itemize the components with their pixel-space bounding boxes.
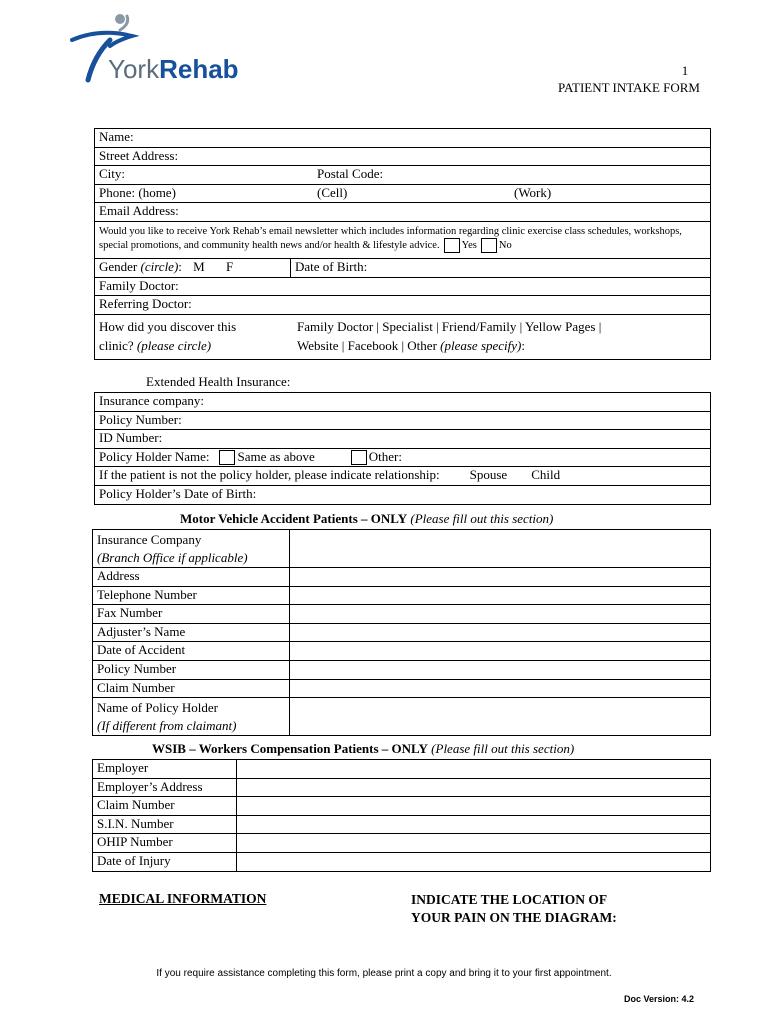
discover-options-line1: Family Doctor | Specialist | Friend/Family | Yellow Pages |: [297, 318, 602, 334]
postal-code-label: Postal Code:: [317, 166, 384, 182]
logo-head-icon: [115, 14, 125, 24]
mva-title-note: (Please fill out this section): [410, 511, 554, 526]
table-row: [95, 467, 711, 486]
other-label: Other:: [368, 448, 402, 464]
mva-row-label: Claim Number: [93, 679, 290, 698]
discover-specify: (please specify): [440, 337, 522, 353]
mva-row-label: Address: [93, 568, 290, 587]
table-row: [95, 147, 711, 166]
discover-row: [95, 314, 711, 359]
gender-cell[interactable]: [95, 258, 291, 277]
mva-insurance-company-value[interactable]: [290, 530, 711, 568]
logo-rehab: Rehab: [159, 54, 239, 84]
table-row: [95, 314, 711, 359]
table-row: [95, 184, 711, 203]
table-row: [93, 815, 711, 834]
table-row: [95, 430, 711, 449]
child-option[interactable]: Child: [531, 467, 561, 483]
mva-row-label: Adjuster’s Name: [93, 623, 290, 642]
email-field[interactable]: Email Address:: [95, 203, 711, 222]
wsib-table: [92, 759, 711, 872]
policy-holder-dob-field[interactable]: Policy Holder’s Date of Birth:: [95, 485, 711, 504]
doc-version: Doc Version: 4.2: [623, 994, 694, 1004]
discover-question: [99, 317, 297, 355]
same-as-above-checkbox[interactable]: [219, 450, 235, 465]
name-field[interactable]: Name:: [95, 129, 711, 148]
mva-branch-office-text: (Branch Office if applicable): [97, 550, 248, 565]
mva-row-value[interactable]: [290, 660, 711, 679]
mva-row-value[interactable]: [290, 679, 711, 698]
mva-insurance-company-text: Insurance Company: [97, 532, 202, 547]
table-row: [95, 166, 711, 185]
newsletter-yes-label: Yes: [461, 239, 477, 251]
phone-row[interactable]: [95, 184, 711, 203]
spouse-option[interactable]: Spouse: [469, 467, 508, 483]
wsib-section-title: [152, 741, 574, 757]
city-postal-row[interactable]: [95, 166, 711, 185]
mva-row-value[interactable]: [290, 642, 711, 661]
mva-row-value[interactable]: [290, 568, 711, 587]
table-row: [93, 605, 711, 624]
insurance-table: [94, 392, 711, 505]
newsletter-row: [95, 221, 711, 258]
mva-if-different-text: (If different from claimant): [97, 718, 237, 734]
wsib-row-value[interactable]: [237, 834, 711, 853]
phone-work-label: (Work): [514, 184, 552, 200]
same-as-above-label: Same as above: [237, 448, 315, 464]
medical-information-heading: MEDICAL INFORMATION: [99, 891, 267, 906]
table-row: [93, 568, 711, 587]
table-row: [95, 393, 711, 412]
wsib-row-label: OHIP Number: [93, 834, 237, 853]
newsletter-yes-checkbox[interactable]: [444, 238, 460, 253]
mva-row-label: Date of Accident: [93, 642, 290, 661]
table-row: [93, 834, 711, 853]
mva-row-value[interactable]: [290, 586, 711, 605]
logo-wordmark: [108, 54, 239, 85]
id-number-field[interactable]: ID Number:: [95, 430, 711, 449]
table-row: [93, 778, 711, 797]
newsletter-no-label: No: [498, 239, 512, 251]
table-row: [93, 679, 711, 698]
discover-options-line2: Website | Facebook | Other: [297, 337, 437, 353]
wsib-row-label: Claim Number: [93, 797, 237, 816]
table-row: [93, 760, 711, 779]
wsib-row-value[interactable]: [237, 797, 711, 816]
wsib-row-label: Employer: [93, 760, 237, 779]
pain-location-line1: INDICATE THE LOCATION OF: [411, 892, 608, 907]
dob-field[interactable]: Date of Birth:: [291, 258, 711, 277]
mva-title-bold: Motor Vehicle Accident Patients – ONLY: [180, 511, 408, 526]
relationship-row: [95, 467, 711, 486]
table-row: [95, 296, 711, 315]
pain-location-heading: [411, 891, 617, 927]
table-row: [95, 221, 711, 258]
mva-row-value[interactable]: [290, 605, 711, 624]
wsib-row-value[interactable]: [237, 778, 711, 797]
page-number: 1: [681, 63, 689, 78]
city-label: City:: [99, 166, 126, 182]
table-row: [95, 203, 711, 222]
street-address-field[interactable]: Street Address:: [95, 147, 711, 166]
wsib-row-value[interactable]: [237, 760, 711, 779]
logo-york: York: [108, 54, 160, 84]
mva-table: [92, 529, 711, 736]
footer-note: If you require assistance completing this form, please print a copy and bring it to your first appointment.: [156, 968, 612, 979]
wsib-title-note: (Please fill out this section): [431, 741, 575, 756]
mva-row-label: Telephone Number: [93, 586, 290, 605]
mva-policy-holder-text: Name of Policy Holder: [97, 700, 218, 716]
table-row: [95, 448, 711, 467]
discover-question-line1: How did you discover this: [99, 318, 237, 334]
table-row: [95, 258, 711, 277]
gender-label: Gender: [99, 258, 138, 274]
policy-holder-name-row: [95, 448, 711, 467]
discover-options[interactable]: [297, 317, 601, 355]
mva-row-label: Policy Number: [93, 660, 290, 679]
wsib-row-label: Date of Injury: [93, 852, 237, 871]
other-checkbox[interactable]: [351, 450, 367, 465]
table-row: [93, 852, 711, 871]
mva-policy-holder-value[interactable]: [290, 698, 711, 736]
wsib-row-label: Employer’s Address: [93, 778, 237, 797]
extended-health-label: Extended Health Insurance:: [146, 374, 291, 389]
newsletter-no-checkbox[interactable]: [481, 238, 497, 253]
phone-cell-label: (Cell): [317, 184, 348, 200]
pain-location-line2: YOUR PAIN ON THE DIAGRAM:: [411, 910, 617, 925]
mva-row-value[interactable]: [290, 623, 711, 642]
table-row: [93, 642, 711, 661]
table-row: [95, 129, 711, 148]
table-row: [95, 485, 711, 504]
wsib-row-label: S.I.N. Number: [93, 815, 237, 834]
phone-home-label: Phone: (home): [99, 184, 176, 200]
mva-row-label: Fax Number: [93, 605, 290, 624]
mva-insurance-company-label: [93, 530, 290, 568]
table-row: [93, 586, 711, 605]
discover-colon: :: [521, 337, 525, 353]
table-row: [95, 277, 711, 296]
insurance-company-field[interactable]: Insurance company:: [95, 393, 711, 412]
relationship-label: If the patient is not the policy holder, please indicate relationship:: [99, 467, 440, 483]
table-row: [93, 797, 711, 816]
mva-policy-holder-label: [93, 698, 290, 736]
table-row: [93, 623, 711, 642]
table-row: [93, 698, 711, 736]
policy-number-field[interactable]: Policy Number:: [95, 411, 711, 430]
gender-f[interactable]: F: [225, 258, 234, 274]
gender-hint: (circle): [140, 258, 179, 274]
gender-m[interactable]: M: [193, 258, 205, 274]
table-row: [95, 411, 711, 430]
personal-info-table: [94, 128, 711, 360]
discover-hint: (please circle): [136, 337, 212, 353]
policy-holder-name-label: Policy Holder Name:: [99, 448, 210, 464]
wsib-row-value[interactable]: [237, 815, 711, 834]
mva-section-title: [180, 511, 553, 527]
family-doctor-field[interactable]: Family Doctor:: [95, 277, 711, 296]
form-title: PATIENT INTAKE FORM: [558, 80, 700, 95]
wsib-row-value[interactable]: [237, 852, 711, 871]
wsib-title-bold: WSIB – Workers Compensation Patients – ONLY: [152, 741, 428, 756]
newsletter-question: Would you like to receive York Rehab’s email newsletter which includes information regarding clinic exercise class schedules, workshops, special promotions, and community health news and/or health & lifestyle advice.: [99, 225, 682, 251]
referring-doctor-field[interactable]: Referring Doctor:: [95, 296, 711, 315]
table-row: [93, 530, 711, 568]
gender-colon: :: [178, 258, 182, 274]
table-row: [93, 660, 711, 679]
discover-question-line2: clinic?: [99, 337, 134, 353]
